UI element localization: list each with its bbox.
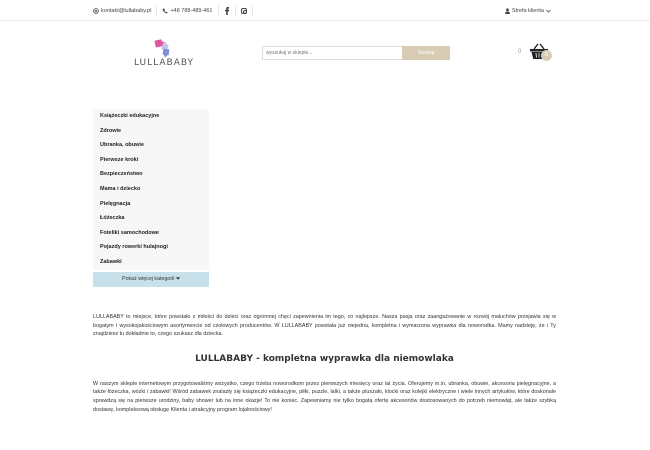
category-item-pielegnacja[interactable]: Pielęgnacja [100,200,131,207]
show-more-label: Pokaż więcej kategorii [122,276,175,282]
category-item-pojazdy[interactable]: Pojazdy rowerki hulajnogi [100,244,168,251]
facebook-icon [224,7,230,15]
account-label: Strefa klienta [511,7,544,14]
logo[interactable] [133,38,195,74]
body-paragraph: W naszym sklepie internetowym przygotowaliśmy wszystko, czego trzeba noworodkom przez pierwszych miesięcy oraz lat życia. Oferujemy m.in. ubranka, obuwie, akcesoria pielęgnacyjne, a także łóżeczka, wózki i zabawki! Wśród zabawek znalazły się książeczki edukacyjne, piłki, puzzle, lalki, a także pluszaki, klocki oraz kolejki elektryczne i wiele innych artykułów, które doskonale sprawdzą się na pierwsze urodziny, baby shower lub na inne okazje! To nie koniec. Zapewniamy nie tylko bogatą ofertę akcesoriów dostosowanych do potrzeb niemowląt, ale także szybką dostawę, kompleksową obsługę Klienta i atrakcyjny program lojalnościowy! [93,380,556,413]
search-button[interactable]: Szukaj [402,46,450,60]
phone-icon [162,8,168,14]
content-heading: LULLABABY - kompletna wyprawka dla niemowlaka [195,353,454,364]
category-item-mama-i-dziecko[interactable]: Mama i dziecko [100,185,141,192]
caret-down-icon [176,277,180,280]
search-bar [262,46,450,60]
category-item-lozeczka[interactable]: Łóżeczka [100,215,125,222]
instagram-link[interactable] [241,8,247,14]
chevron-down-icon [546,9,551,13]
category-item-foteliki[interactable]: Foteliki samochodowe [100,229,159,236]
email-link[interactable] [93,8,151,14]
category-item-ubranka[interactable]: Ubranka, obuwie [100,142,145,149]
instagram-icon [241,8,247,14]
phone-text: +48 788-489-461 [170,7,213,14]
category-item-ksiazeczki[interactable]: Książeczki edukacyjne [100,113,160,119]
divider [218,5,219,16]
account-menu[interactable] [505,8,551,14]
show-more-categories-button[interactable] [93,272,209,287]
category-item-zdrowie[interactable]: Zdrowie [100,127,122,134]
at-icon [93,8,99,14]
email-text: kontakt@lullababy.pl [101,7,152,14]
cart-badge: 0 [541,50,552,61]
cart-count: 0 [518,49,522,55]
divider [252,5,253,16]
category-item-pierwsze-kroki[interactable]: Pierwsze kroki [100,156,139,163]
category-menu [93,109,209,270]
puzzle-logo-icon [153,38,173,58]
intro-paragraph: LULLABABY to miejsce, które powstało z miłości do dzieci oraz ogromnej chęci zapewnienia im tego, co najlepsze. Nasza pasja oraz zaangażowanie w rozwój maluchów przejawia się w bogatym i wysokojakościowym asortymencie od czołowych producentów. W LULLABABY powstała już niejedna, kompletna i wymarzona wyprawka dla noworodka. Mamy nadzieję, że i Ty znajdziesz tu dokładnie to, czego szukasz dla dziecka. [93,314,556,338]
divider [235,5,236,16]
category-item-bezpieczenstwo[interactable]: Bezpieczeństwo [100,171,143,178]
search-input[interactable] [262,46,402,60]
divider [156,5,157,16]
top-bar-inner [93,0,551,21]
facebook-link[interactable] [224,7,230,15]
category-item-zabawki[interactable]: Zabawki [100,258,122,265]
top-bar [0,0,650,21]
seo-content [93,313,556,414]
logo-text: LULLABABY [133,58,195,68]
user-icon [505,8,510,14]
phone-link[interactable] [162,8,212,14]
